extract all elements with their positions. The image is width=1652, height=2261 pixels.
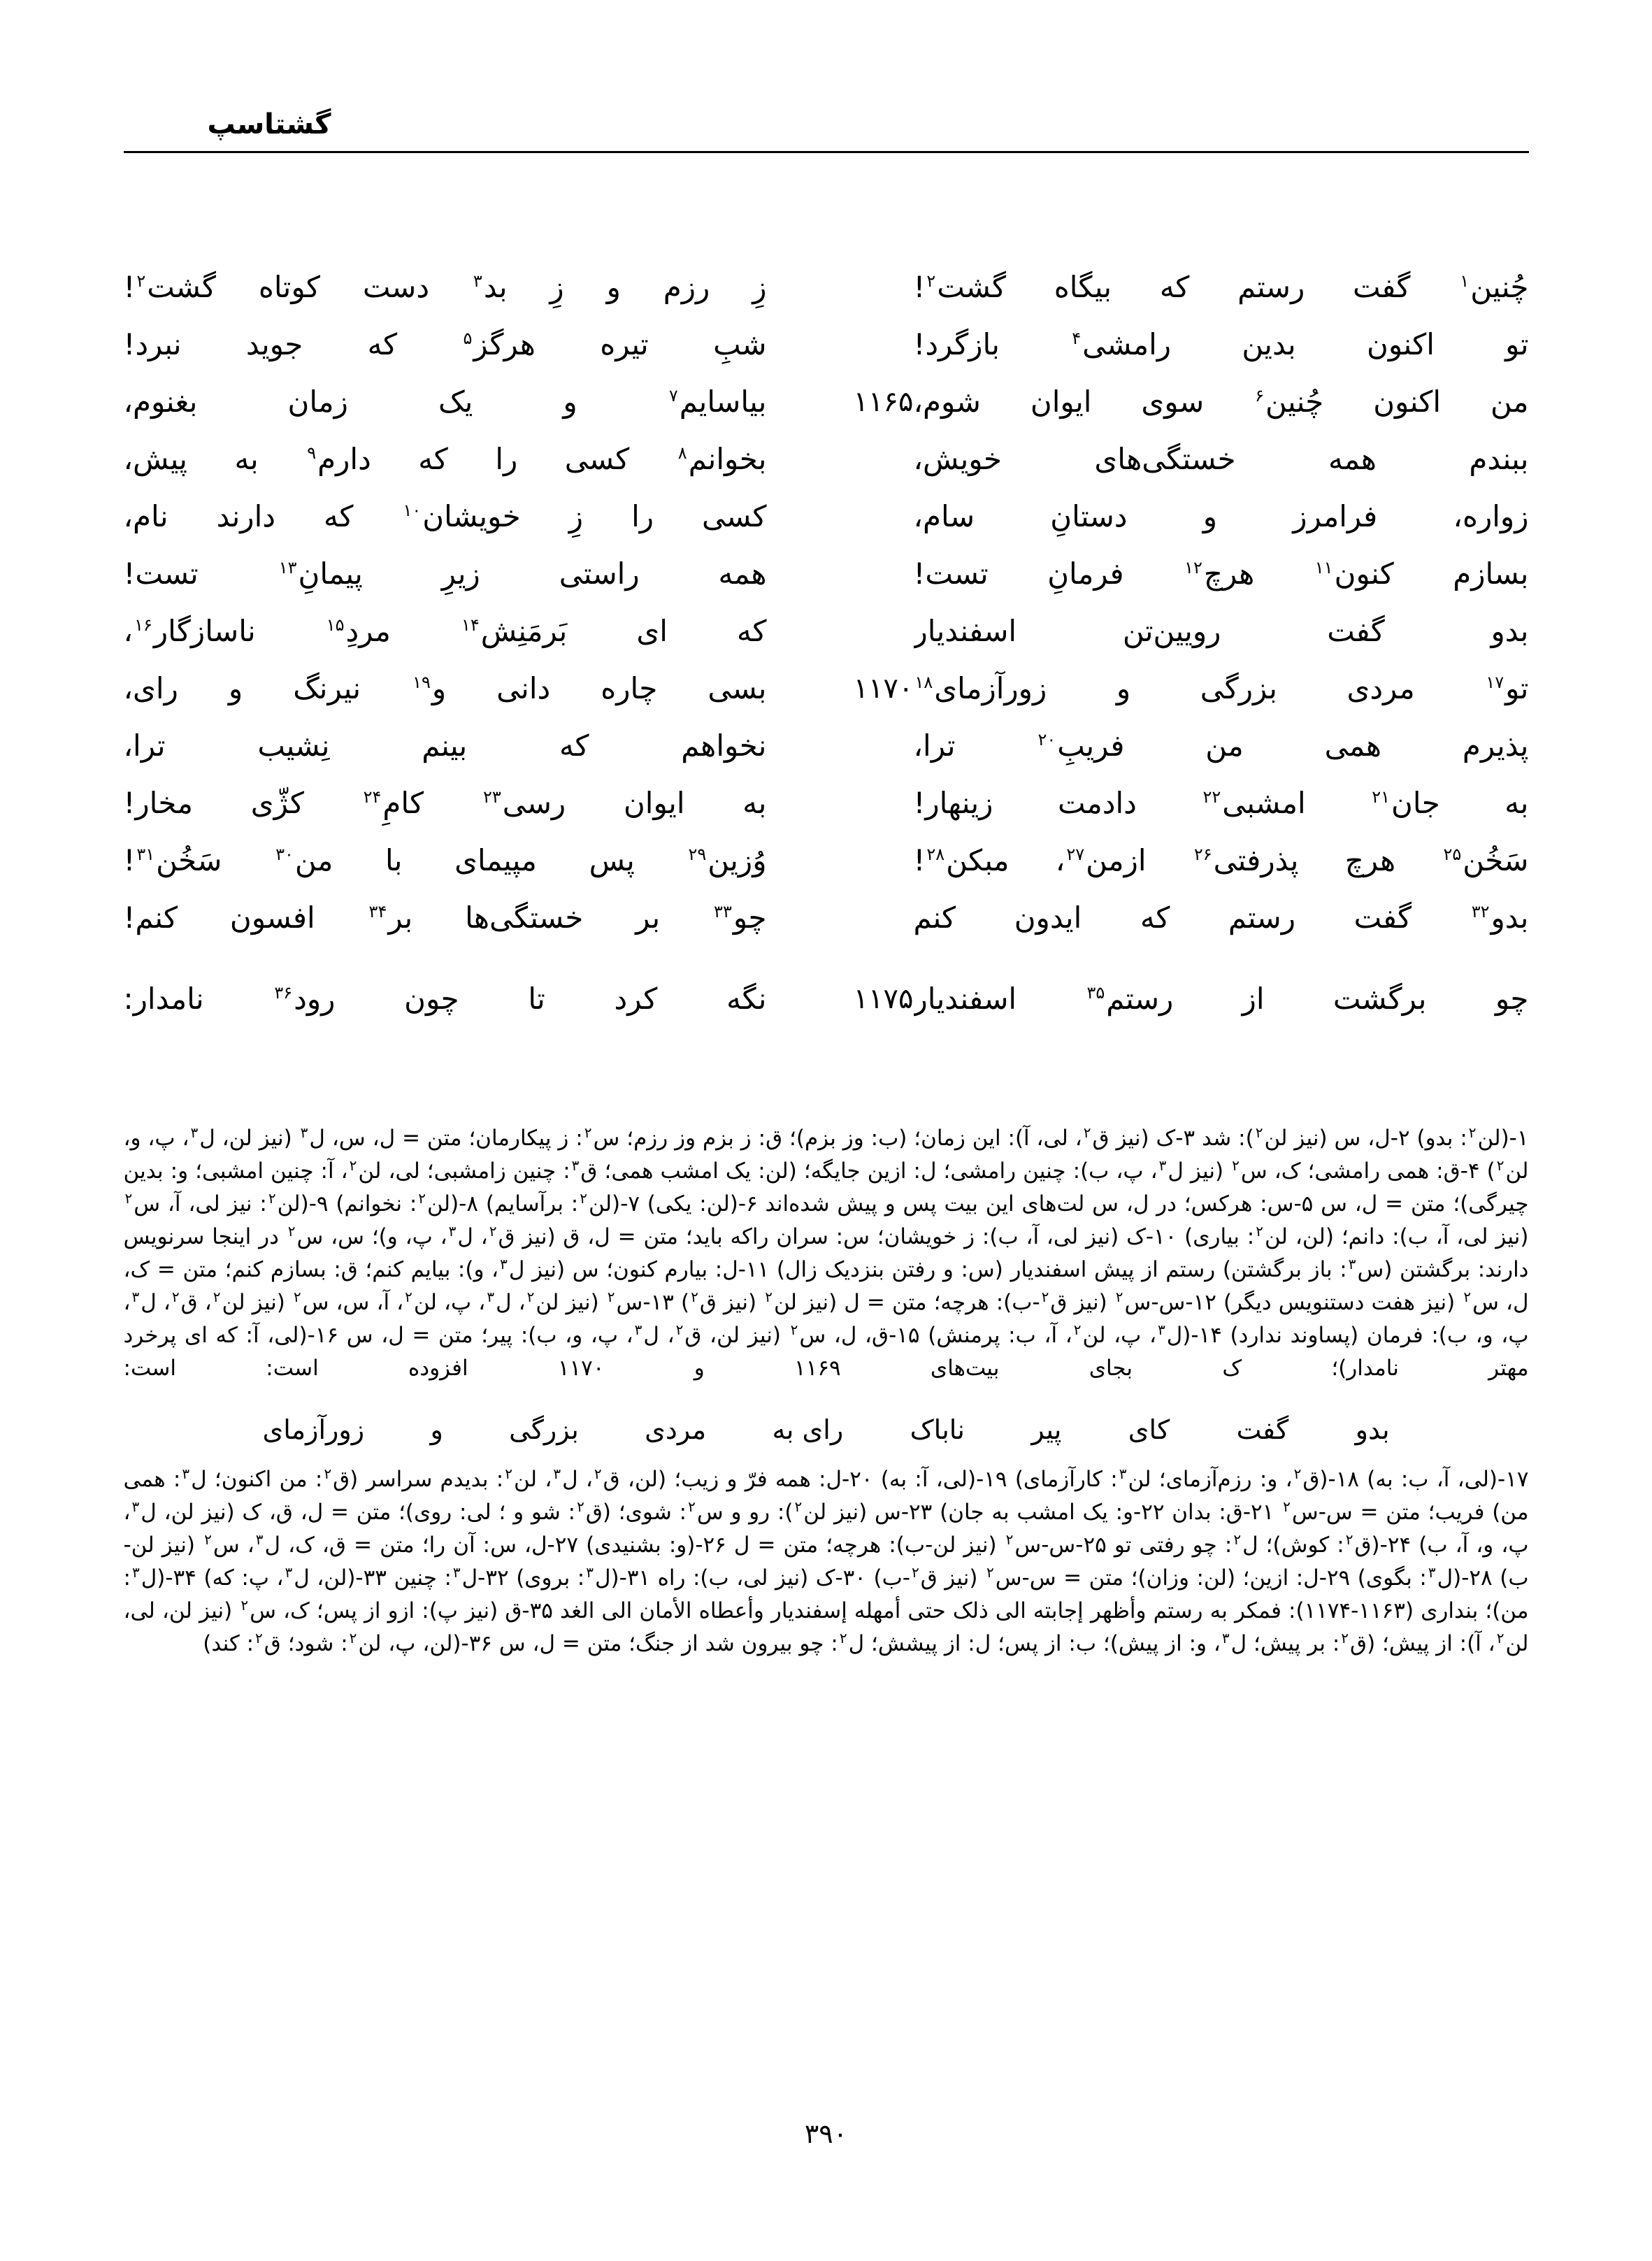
apparatus-paragraph-1: ۱-(لن$^۲$: بدو) ۲-ل، س (نیز لن$^۲$): شد ۳-ک (نیز ق$^۲$، لی، آ): این زمان؛ (ب: وز بزم)؛ ق: ز بزم وز رزم؛ س$^۲$: ز پیکارمان؛ متن = ل، س، ل$^۳$ (نیز لن، ل$^۳$، پ، و، لن$^۲$) ۴-ق: همی رامشی؛ ک، س$^۲$ (نیز ل$^۳$، پ، ب): چنین رامشی؛ ل: ازین جایگه؛ (لن: یک امشب همی؛ ق$^۳$: چنین زامشبی؛ لی، لن$^۲$، آ: چنین امشبی؛ و: بدین چیرگی)؛ متن = ل، س ۵-س: هرکس؛ در ل، س لت‌های این بیت پس و پیش شده‌اند ۶-(لن: یکی) ۷-(لن$^۲$: برآسایم) ۸-(لن$^۲$: نخوانم) ۹-(لن$^۲$: نیز لی، آ، س$^۲$ (نیز لی، آ، ب): دانم؛ (لن، لن$^۲$: بیاری) ۱۰-ک (نیز لی، آ، ب): ز خویشان؛ س: سران راکه باید؛ متن = ل، ق (نیز ق$^۲$، ل$^۳$، پ، و)؛ س، س$^۲$ در اینجا سرنویس دارند: برگشتن (س$^۳$: باز برگشتن) رستم از پیش اسفندیار (س: و رفتن بنزدیک زال) ۱۱-ل: بیارم کنون؛ س (نیز ل$^۳$، و): بیایم کنم؛ ق: بسازم کنم؛ متن = ک، ل، س$^۲$ (نیز هفت دستنویس دیگر) ۱۲-س-س$^۲$ (نیز ق$^۲$-ب): هرچه؛ متن = ل (نیز لن$^۲$ (نیز ق$^۲$) ۱۳-س$^۲$ (نیز لن$^۲$، ل$^۳$، پ، لن$^۲$، آ، س، س$^۲$ (نیز لن$^۲$، ق$^۲$، ل$^۳$، پ، و، ب): فرمان (پساوند ندارد) ۱۴-(ل$^۳$، پ، لن$^۲$، آ، ب: پرمنش) ۱۵-ق، ل، س$^۲$ (نیز لن، ق$^۲$، ل$^۳$، پ، و، ب): پیر؛ متن = ل، س ۱۶-(لی، آ: که ای پرخرد مهتر نامدار)؛ ک بجای بیت‌های ۱۱۶۹ و ۱۱۷۰ افزوده است: است: — [123, 1124, 1529, 1381]
verse-row — [124, 717, 1529, 775]
apparatus-paragraph-2: ۱۷-(لی، آ، ب: به) ۱۸-(ق$^۲$، و: رزم‌آزمای؛ لن$^۳$: کارآزمای) ۱۹-(لی، آ: به) ۲۰-ل: همه فرّ و زیب؛ (لن، ق$^۲$، ل$^۳$، لن$^۲$: بدیدم سراسر (ق$^۲$: من اکنون؛ ل$^۳$: همی من) فریب؛ متن = س-س$^۲$ ۲۱-ق: بدان ۲۲-و: یک امشب به جان) ۲۳-س (نیز لن$^۲$): رو و س$^۲$: شوی؛ (ق$^۲$: شو و ؛ لی: روی)؛ متن = ل، ق، ک (نیز لن، ل$^۳$، پ، و، آ، ب) ۲۴-(ق$^۲$: کوش)؛ ل$^۲$: چو رفتی تو ۲۵-س-س$^۲$ (نیز لن-ب): هرچه؛ متن = ل ۲۶-(و: بشنیدی) ۲۷-ل، س: آن را؛ متن = ق، ک، ل$^۳$، س$^۲$ (نیز لن-ب) ۲۸-(ل$^۳$: بگوی) ۲۹-ل: ازین؛ (لن: وزان)؛ متن = س-س$^۲$ (نیز ق$^۲$-ب) ۳۰-ک (نیز لی، ب): راه ۳۱-(ل$^۳$: بروی) ۳۲-ل$^۳$: چنین ۳۳-(لن، ل$^۳$، پ: که) ۳۴-(ل$^۳$: من)؛ بنداری (۱۱۶۳-۱۱۷۴): فمکر به رستم وأظهر إجابته الی ذلک حتی أمهله إسفندیار وأعطاه الأمان الی الغد ۳۵-ق (نیز پ): ازو از پس؛ ک، س$^۲$ (نیز لن، لی، لن$^۲$، آ): از پیش؛ (ق$^۲$: بر پیش؛ ل$^۳$، و: از پیش)؛ ب: از پس؛ ل: از پیشش؛ ل$^۲$: چو بیرون شد از جنگ؛ متن = ل، س ۳۶-(لن، پ، لن$^۲$: شود؛ ق$^۲$: کند) — [123, 1465, 1529, 1656]
verse-number — [809, 717, 914, 775]
inset-verse-hemistich-left: به مردی بزرگی و زورآزمای — [262, 1414, 794, 1445]
verse-row — [124, 889, 1529, 947]
hemistich-left: بیاسایم$^۷$ و یک زمان بغنوم، — [123, 385, 767, 419]
column-gap — [767, 373, 809, 431]
verse-number — [809, 431, 914, 488]
apparatus-inset-lead: است: — [123, 1356, 176, 1381]
column-gap — [767, 660, 809, 717]
verse-number — [809, 316, 914, 373]
column-gap — [767, 717, 809, 775]
hemistich-right: تو$^{۱۷}$ مردی بزرگی و زورآزمای$^{۱۸}$ — [914, 671, 1529, 705]
verse-row — [124, 316, 1529, 373]
running-head-inner — [124, 108, 1529, 141]
verse-number: ۱۱۷۵ — [853, 983, 914, 1015]
hemistich-right: من اکنون چُنین$^۶$ سوی ایوان شوم، — [913, 385, 1529, 419]
hemistich-left: همه راستی زیرِ پیمانِ$^{۱۳}$ تست! — [123, 557, 767, 591]
verse-number — [809, 488, 914, 545]
verse-number: ۱۱۷۰ — [853, 673, 914, 705]
apparatus-criticus — [0, 1122, 1652, 1660]
verse-row — [124, 545, 1529, 603]
hemistich-left: وُزین$^{۲۹}$ پس مپیمای با من$^{۳۰}$ سَخُن$^{۳۱}$! — [123, 843, 767, 877]
running-head — [0, 110, 1652, 153]
hemistich-right: زواره، فرامرز و دستانِ سام، — [913, 499, 1529, 533]
column-gap — [767, 775, 809, 832]
hemistich-left: بخوانم$^۸$ کسی را که دارم$^۹$ به پیش، — [123, 442, 767, 476]
column-gap — [767, 316, 809, 373]
hemistich-right: چو برگشت از رستم$^{۳۵}$ اسفندیار — [913, 982, 1529, 1016]
inset-verse-hemistich-right: بدو گفت کای پیر ناباک رای — [802, 1414, 1390, 1445]
hemistich-right: پذیرم همی من فریبِ$^{۲۰}$ ترا، — [913, 728, 1529, 763]
verse-row — [124, 373, 1529, 431]
verse-rows — [124, 259, 1529, 1051]
page-number: ۳۹۰ — [804, 2118, 848, 2149]
column-gap — [767, 947, 809, 1051]
hemistich-right: بدو$^{۳۲}$ گفت رستم که ایدون کنم — [913, 900, 1529, 935]
verse-row — [124, 947, 1529, 1051]
hemistich-right: به جان$^{۲۱}$ امشبی$^{۲۲}$ دادمت زینهار! — [913, 786, 1529, 820]
hemistich-right: ببندم همه خستگی‌های خویش، — [913, 442, 1529, 476]
verse-row — [124, 775, 1529, 832]
verse-number — [809, 603, 914, 660]
verse-number — [809, 545, 914, 603]
verse-number — [809, 832, 914, 889]
verse-table — [124, 259, 1529, 1051]
hemistich-right: سَخُن$^{۲۵}$ هرچ پذرفتی$^{۲۶}$ ازمن$^{۲۷}$، مبکن$^{۲۸}$! — [913, 843, 1529, 877]
verse-row — [124, 488, 1529, 545]
hemistich-right: چُنین$^۱$ گفت رستم که بیگاه گشت$^۲$! — [913, 270, 1529, 304]
column-gap — [767, 431, 809, 488]
apparatus-inner — [124, 1122, 1529, 1660]
verse-row — [124, 660, 1529, 717]
column-gap — [767, 259, 809, 316]
hemistich-left: شبِ تیره هرگز$^۵$ که جوید نبرد! — [123, 327, 767, 361]
verse-row — [124, 259, 1529, 316]
verse-number: ۱۱۶۵ — [853, 386, 914, 418]
verse-number — [809, 259, 914, 316]
hemistich-left: بسی چاره دانی و$^{۱۹}$ نیرنگ و رای، — [123, 671, 767, 705]
hemistich-left: نگه کرد تا چون رود$^{۳۶}$ نامدار: — [123, 982, 767, 1016]
verse-row — [124, 832, 1529, 889]
hemistich-right: تو اکنون بدین رامشی$^۴$ بازگرد! — [913, 327, 1529, 361]
hemistich-right: بدو گفت رویین‌تن اسفندیار — [913, 614, 1529, 648]
column-gap — [767, 832, 809, 889]
hemistich-left: زِ رزم و زِ بد$^۳$ دست کوتاه گشت$^۲$! — [123, 270, 767, 304]
header-rule — [124, 151, 1529, 153]
folio — [0, 2118, 1652, 2149]
column-gap — [767, 603, 809, 660]
hemistich-left: کسی را زِ خویشان$^{۱۰}$ که دارند نام، — [123, 499, 767, 533]
inset-verse — [124, 1409, 1529, 1451]
column-gap — [767, 545, 809, 603]
chapter-title: گشتاسپ — [207, 108, 331, 141]
verse-row — [124, 431, 1529, 488]
verse-block — [0, 259, 1652, 1051]
hemistich-left: که ای بَرمَنِش$^{۱۴}$ مردِ$^{۱۵}$ ناسازگار$^{۱۶}$، — [123, 614, 767, 648]
hemistich-left: نخواهم که بینم نِشیب ترا، — [123, 728, 767, 763]
hemistich-left: چو$^{۳۳}$ بر خستگی‌ها بر$^{۳۴}$ افسون کنم! — [123, 900, 767, 935]
verse-number — [809, 889, 914, 947]
column-gap — [767, 488, 809, 545]
verse-row — [124, 603, 1529, 660]
column-gap — [767, 889, 809, 947]
hemistich-right: بسازم کنون$^{۱۱}$ هرچ$^{۱۲}$ فرمانِ تست! — [913, 557, 1529, 591]
verse-number — [809, 775, 914, 832]
hemistich-left: به ایوان رسی$^{۲۳}$ کامِ$^{۲۴}$ کژّی مخار! — [123, 786, 767, 820]
